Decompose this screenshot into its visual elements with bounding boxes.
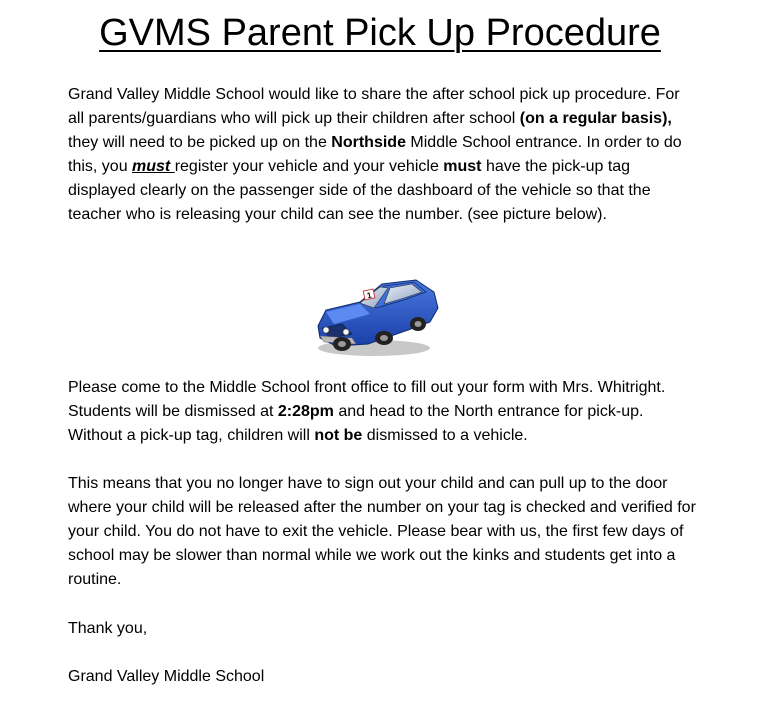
intro-text-2: they will need to be picked up on the [68, 134, 332, 151]
office-text-2: and head to the North entrance for pick-up. Without a pick-up tag, children will [68, 403, 644, 444]
procedure-paragraph: This means that you no longer have to sign out your child and can pull up to the door where your child will be released after the number on your tag is checked and verified for your child. You do not have to exit the vehicle. Please bear with us, the first few days of school may be slower than normal while we work out the kinks and students get into a routine. [68, 475, 696, 588]
closing-line: Thank you, [68, 620, 148, 637]
must-register-emphasis: must [132, 158, 175, 175]
intro-text-5: have the pick-up tag displayed clearly on the passenger side of the dashboard of the vehicle so that the teacher who is releasing your child can see the number. (see picture below). [68, 158, 651, 223]
northside-emphasis: Northside [331, 134, 406, 151]
office-text-1: Please come to the Middle School front office to fill out your form with Mrs. Whitright. Students will be dismissed at [68, 379, 666, 420]
office-paragraph [68, 376, 698, 448]
regular-basis-emphasis: (on a regular basis), [519, 110, 672, 127]
intro-text-1: Grand Valley Middle School would like to share the after school pick up procedure. For all parents/guardians who will pick up their children after school [68, 86, 680, 127]
car-image [312, 268, 442, 360]
dismissal-time: 2:28pm [277, 403, 334, 420]
office-text-3: dismissed to a vehicle. [362, 427, 528, 444]
car-tag-number: 1 [366, 290, 373, 301]
intro-text-4: register your vehicle and your vehicle [174, 158, 444, 175]
intro-paragraph [68, 83, 698, 227]
must-emphasis: must [443, 158, 482, 175]
intro-text-3: Middle School entrance. In order to do this, you [68, 134, 682, 175]
not-be-emphasis: not be [314, 427, 363, 444]
page-title: GVMS Parent Pick Up Procedure [99, 12, 661, 54]
signature-line: Grand Valley Middle School [68, 668, 265, 685]
